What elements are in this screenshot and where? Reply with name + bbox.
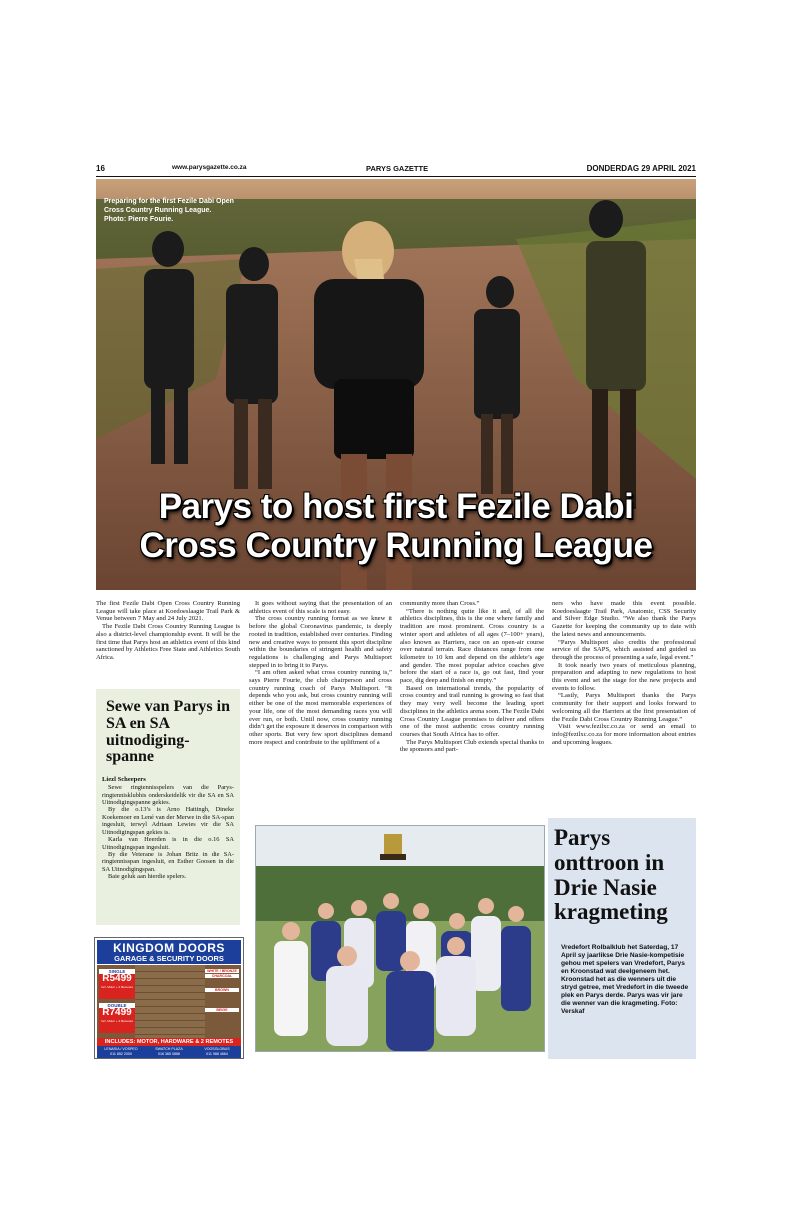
ad-includes-bar: INCLUDES: MOTOR, HARDWARE & 2 REMOTES (97, 1038, 241, 1046)
colour-label: WHITE / BRONZE (205, 969, 239, 973)
article-paragraph: The cross country running format as we knew it before the global Coronavirus pandemic, is deeply rooted in tradition, established over centuries. Finding new and creative ways to present this sport discipline within the boundaries of stringent health and safety regulations is challenging and Parys Multisport stepped in to bring it to Parys. (249, 615, 392, 669)
ad-brand-logo: KINGDOM DOORS (113, 941, 225, 955)
ad-tagline: GARAGE & SECURITY DOORS (114, 954, 224, 963)
bowls-photo-illustration (256, 826, 545, 1052)
article-column-2 (249, 600, 392, 746)
sidebar-paragraph: Baie geluk aan hierdie spelers. (108, 873, 187, 881)
sidebar-paragraph: Karla van Heerden is in die o.16 SA Uitnodigingspan ingesluit. (102, 836, 234, 851)
bowls-story (548, 818, 696, 1059)
double-price-tag (99, 1003, 135, 1033)
article-paragraph: The first Fezile Dabi Open Cross Country Running League will take place at Koedoeslaagte Trail Park & Venue between 7 May and 24 July 2021. (96, 600, 240, 623)
byline: Liezl Scheepers (102, 776, 146, 784)
single-label: SINGLE (99, 969, 135, 974)
header-rule (96, 176, 696, 177)
ad-banner (97, 940, 241, 964)
kingdom-doors-advert[interactable] (94, 937, 244, 1059)
bowls-team-photo (255, 825, 545, 1052)
article-paragraph: The Fezile Dabi Cross Country Running League is also a district-level championship event. It will be the first time that Parys host an athletics event of this kind sanctioned by Athletics Free State and Athletics South Africa. (96, 623, 240, 661)
sidebar-headline: Sewe van Parys in SA en SA uitnodiging-spanne (106, 698, 230, 766)
article-paragraph: ners who have made this event possible. Koedoeslaagte Trail Park, Anatomic, CSS Security and Silver Edge Studio. “We also thank the Parys Gazette for keeping the community up to date with the latest news and announcements. (552, 600, 696, 638)
single-price: R5499 (102, 973, 132, 984)
sidebar-paragraph: By die Veterane is Johan Britz in die SA-ringtennisspan ingesluit, en Esther Goosen in die SA Uitnodigingspan. (102, 850, 234, 873)
article-paragraph: The Parys Multisport Club extends special thanks to the sponsors and part- (400, 738, 544, 754)
article-paragraph: It goes without saying that the presentation of an athletics event of this scale is not easy. (249, 600, 392, 615)
headline-line-2: Cross Country Running League (139, 526, 653, 566)
ringtennis-story (96, 689, 240, 925)
ad-contact[interactable]: VOOSGLOBUS 011 988 4664 (204, 1047, 230, 1056)
ad-contacts (97, 1046, 241, 1058)
article-column-4 (552, 600, 696, 746)
colour-option: BROWN (205, 988, 239, 992)
photo-caption: Preparing for the first Fezile Dabi Open Cross Country Running League. Photo: Pierre Fourie. (104, 198, 234, 223)
article-paragraph: It took nearly two years of meticulous planning, preparation and adapting to new regulations to host this event and set the stage for the new projects and events to follow. (552, 661, 696, 692)
bowls-headline: Parys onttroon in Drie Nasie kragmeting (554, 825, 668, 925)
ad-contact[interactable]: SWATCH PLAZA 016 365 0886 (155, 1047, 183, 1056)
article-column-3 (400, 600, 544, 754)
page-header (96, 164, 696, 176)
colour-option: BEIGE (205, 1008, 239, 1012)
main-headline (96, 487, 696, 565)
colour-options (205, 969, 239, 1013)
article-column-1 (96, 600, 240, 662)
double-price-note: Incl. Motor + 2 Remotes (101, 1018, 133, 1023)
page-number: 16 (96, 164, 105, 173)
website-url[interactable]: www.parysgazette.co.za (172, 164, 247, 171)
article-paragraph: community more than Cross.” (400, 600, 480, 607)
article-paragraph: “There is nothing quite like it and, of all the athletics disciplines, this is the one where family and tradition are most prominent. Cross country is a winter sport and athletes of all ages (7–100+ years), also known as Harriers, race on an open-air course over natural terrain. Race distances range from one kilometre to 10 km and depend on the athlete’s age and gender. The most popular advice coaches give before the start of a race is, go out fast, find your pace, dig deep and finish on empty.” (400, 607, 544, 685)
colour-option: CHARCOAL (205, 974, 239, 978)
article-paragraph: Based on international trends, the popularity of cross country and trail running is growing so fast that they may very well become the leading sport disciplines in the athletics arena soon. The Fezile Dabi Cross Country League promises to deliver and offers one of the most authentic cross country running courses that South Africa has to offer. (400, 684, 544, 738)
newspaper-name: PARYS GAZETTE (366, 164, 429, 173)
article-paragraph: Visit www.fezilxc.co.za or send an email to info@fezilxc.co.za for more information about entries and upcoming leagues. (552, 723, 696, 746)
single-price-tag (99, 969, 135, 999)
garage-door-image (135, 965, 205, 1038)
double-price: R7499 (102, 1007, 132, 1018)
sidebar-paragraph: Sewe ringtennisspelers van die Parys-ringtennisklubhis onderskeidelik vir die SA en SA Uitnodigingspanne gekies. (102, 784, 234, 807)
hero-photo (96, 179, 696, 590)
article-paragraph: “Parys Multisport also credits the professional service of the SAPS, which assisted and guided us through the process of presenting a safe, legal event.” (552, 638, 696, 661)
single-price-note: Incl. Motor + 2 Remotes (101, 984, 133, 989)
ad-contact[interactable]: LENASIA / VOSPEO 011 852 2000 (104, 1047, 138, 1056)
bowls-caption: Vredefort Rolbalklub het Saterdag, 17 April sy jaarlikse Drie Nasie-kompetisie gehou met spelers van Vredefort, Parys en Kroonstad wat deelgeneem het. Kroonstad het as die wenners uit die stryd getree, met Vredefort in die tweede plek en Parys derde. Parys was vir jare die wenner van die kragmeting. Foto: Verskaf (561, 944, 689, 1016)
headline-line-1: Parys to host first Fezile Dabi (158, 487, 634, 526)
ad-product-area (97, 965, 241, 1038)
sidebar-paragraph: By die o.13’s is Arno Hattingh, Dineke Koekemoer en Lené van der Merwe in die SA-span ingesluit, terwyl Adriaan Lewies vir die SA Uitnodigingspan gekies is. (102, 806, 234, 836)
article-paragraph: “I am often asked what cross country running is,” says Pierre Fourie, the club chairperson and cross country running coach of Parys Multisport. “It depends who you ask, but cross country running will either be one of the most memorable experiences of your life, one of the most demanding races you will ever run, or both. Until now, cross country running didn’t get the exposure it deserves in comparison with other sports. But very few sport disciplines demand more respect and contribute to the upliftment of a (249, 669, 392, 746)
issue-date: DONDERDAG 29 APRIL 2021 (586, 164, 696, 173)
article-paragraph: “Lastly, Parys Multisport thanks the Parys community for their support and looks forward to welcoming all the Harriers at the first presentation of the Fezile Dabi Cross Country Running League.” (552, 692, 696, 723)
double-label: DOUBLE (99, 1003, 135, 1008)
